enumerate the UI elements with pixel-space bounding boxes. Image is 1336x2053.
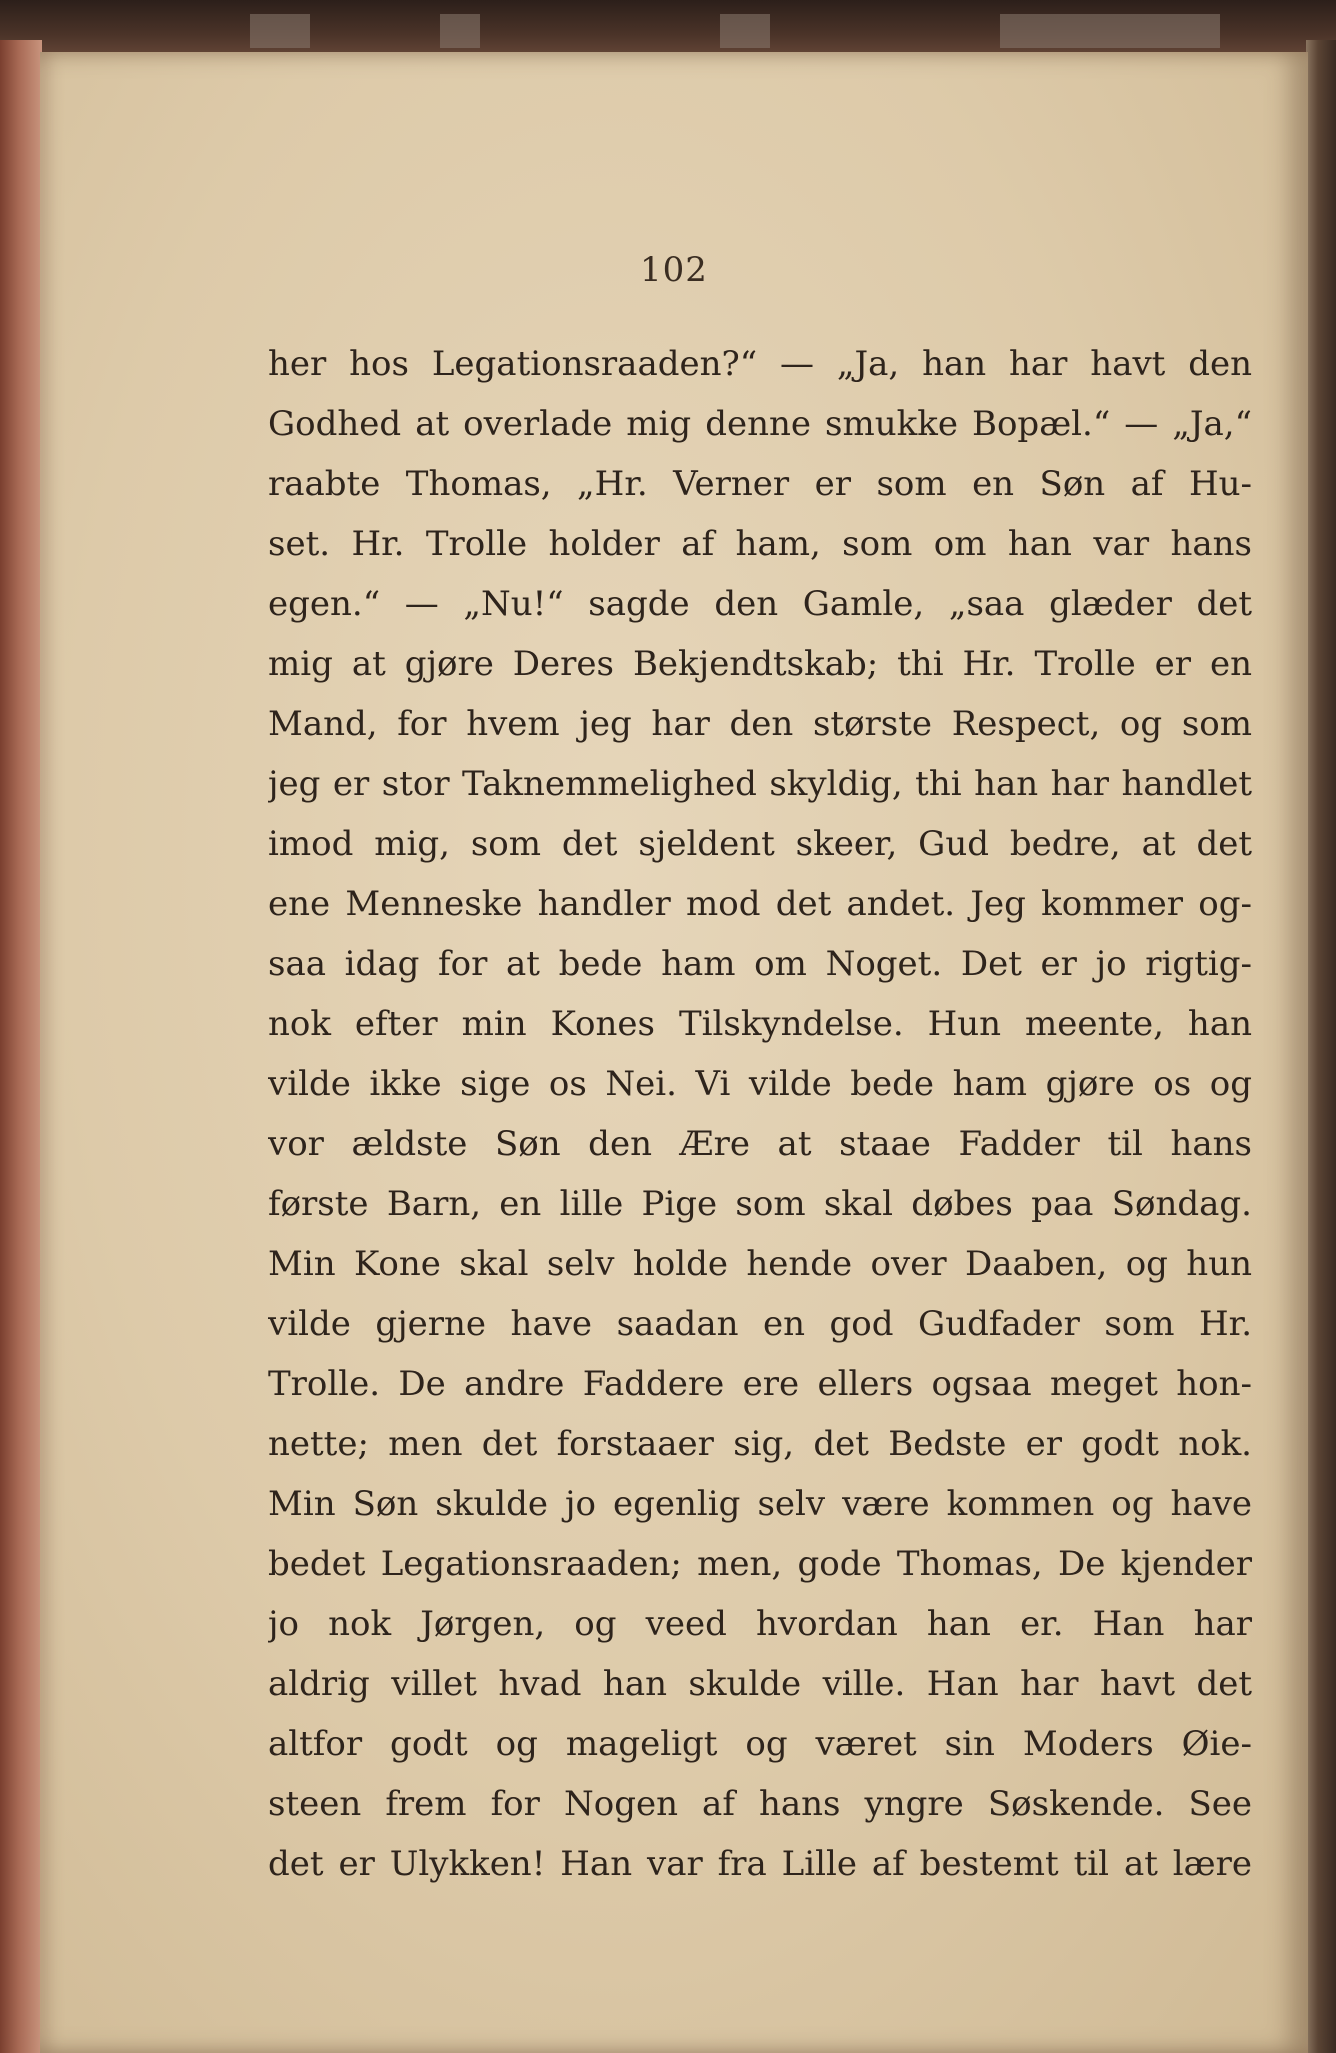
text-line: mig at gjøre Deres Bekjendtskab; thi Hr. Trolle er en: [268, 644, 1252, 684]
text-line: Min Søn skulde jo egenlig selv være kommen og have: [268, 1484, 1252, 1524]
text-line: egen.“ — „Nu!“ sagde den Gamle, „saa glæder det: [268, 584, 1252, 624]
text-line: Trolle. De andre Faddere ere ellers ogsaa meget hon-: [268, 1364, 1252, 1404]
worn-fleck: [720, 14, 770, 48]
text-line: nok efter min Kones Tilskyndelse. Hun meente, han: [268, 1004, 1252, 1044]
book-page: [40, 52, 1308, 2053]
book-left-edge: [0, 40, 42, 2053]
page-number: 102: [640, 250, 708, 290]
text-line: det er Ulykken! Han var fra Lille af bestemt til at lære: [268, 1844, 1252, 1884]
worn-fleck: [1000, 14, 1220, 48]
text-line: Mand, for hvem jeg har den største Respect, og som: [268, 704, 1252, 744]
text-line: vilde gjerne have saadan en god Gudfader som Hr.: [268, 1304, 1252, 1344]
book-right-edge: [1306, 40, 1336, 2053]
body-text: [268, 340, 1252, 1900]
text-line: Min Kone skal selv holde hende over Daaben, og hun: [268, 1244, 1252, 1284]
text-line: steen frem for Nogen af hans yngre Søskende. See: [268, 1784, 1252, 1824]
text-line: aldrig villet hvad han skulde ville. Han har havt det: [268, 1664, 1252, 1704]
text-line: nette; men det forstaaer sig, det Bedste er godt nok.: [268, 1424, 1252, 1464]
text-line: vor ældste Søn den Ære at staae Fadder til hans: [268, 1124, 1252, 1164]
text-line: imod mig, som det sjeldent skeer, Gud bedre, at det: [268, 824, 1252, 864]
text-line: raabte Thomas, „Hr. Verner er som en Søn af Hu-: [268, 464, 1252, 504]
text-line: saa idag for at bede ham om Noget. Det er jo rigtig-: [268, 944, 1252, 984]
worn-fleck: [250, 14, 310, 48]
text-line: altfor godt og mageligt og været sin Moders Øie-: [268, 1724, 1252, 1764]
text-line: jeg er stor Taknemmelighed skyldig, thi han har handlet: [268, 764, 1252, 804]
text-line: ene Menneske handler mod det andet. Jeg kommer og-: [268, 884, 1252, 924]
text-line: jo nok Jørgen, og veed hvordan han er. Han har: [268, 1604, 1252, 1644]
text-line: vilde ikke sige os Nei. Vi vilde bede ham gjøre os og: [268, 1064, 1252, 1104]
text-line: her hos Legationsraaden?“ — „Ja, han har havt den: [268, 344, 1252, 384]
text-line: første Barn, en lille Pige som skal døbes paa Søndag.: [268, 1184, 1252, 1224]
text-line: Godhed at overlade mig denne smukke Bopæl.“ — „Ja,“: [268, 404, 1252, 444]
worn-fleck: [440, 14, 480, 48]
text-line: set. Hr. Trolle holder af ham, som om han var hans: [268, 524, 1252, 564]
text-line: bedet Legationsraaden; men, gode Thomas, De kjender: [268, 1544, 1252, 1584]
